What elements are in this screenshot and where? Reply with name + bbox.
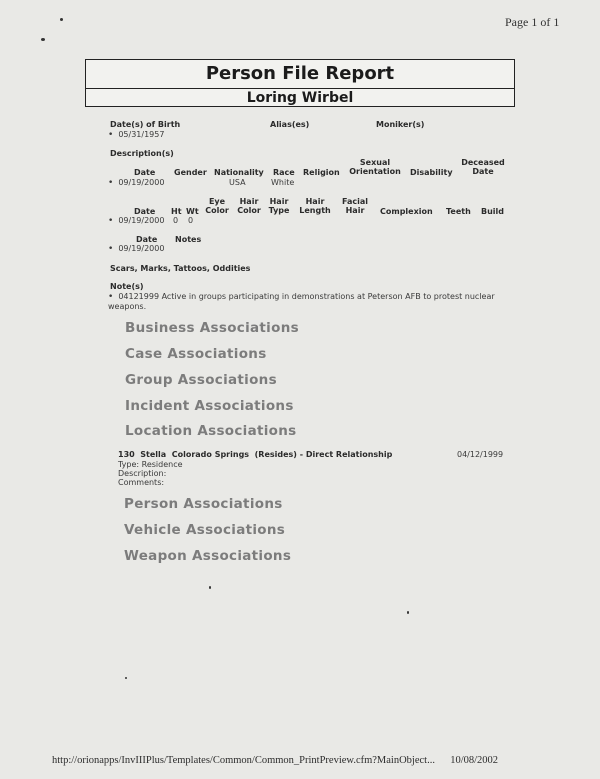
desc1-nationality-header: Nationality [214, 168, 264, 177]
dob-value: • 05/31/1957 [108, 130, 164, 140]
aliases-label: Alias(es) [270, 120, 310, 129]
desc3-notes-header: Notes [175, 235, 202, 244]
report-title: Person File Report [86, 60, 514, 89]
location-entry-summary: 130 Stella Colorado Springs (Resides) - Direct Relationship [118, 450, 393, 459]
scan-speck [60, 18, 63, 21]
desc2-eye-color-header: Eye Color [205, 197, 229, 215]
desc2-facial-hair-header: Facial Hair [341, 197, 369, 215]
desc2-date-header: Date [134, 207, 156, 216]
desc2-hair-color-header: Hair Color [237, 197, 261, 215]
monikers-label: Moniker(s) [376, 120, 425, 129]
location-entry-comments: Comments: [118, 478, 165, 487]
desc2-wt-value: 0 [188, 216, 194, 225]
desc2-hair-type-header: Hair Type [268, 197, 290, 215]
desc3-date-header: Date [136, 235, 158, 244]
weapon-associations-heading: Weapon Associations [124, 548, 292, 564]
page-number: Page 1 of 1 [505, 15, 560, 29]
scan-speck [125, 677, 127, 679]
desc2-date-value: • 09/19/2000 [108, 216, 164, 226]
footer-date: 10/08/2002 [450, 755, 499, 766]
scan-speck [407, 611, 409, 614]
location-entry-date: 04/12/1999 [457, 450, 504, 459]
desc1-disability-header: Disability [410, 168, 453, 177]
dob-label: Date(s) of Birth [110, 120, 181, 129]
business-associations-heading: Business Associations [125, 320, 299, 336]
desc1-race-header: Race [273, 168, 295, 177]
scan-speck [209, 586, 211, 589]
desc2-complexion-header: Complexion [380, 207, 433, 216]
desc1-gender-header: Gender [174, 168, 207, 177]
desc2-hair-length-header: Hair Length [299, 197, 331, 215]
descriptions-label: Description(s) [110, 149, 174, 158]
footer-url: http://orionapps/InvIIIPlus/Templates/Common/Common_PrintPreview.cfm?MainObject... [52, 755, 435, 766]
location-entry-description: Description: [118, 469, 167, 478]
print-footer [52, 755, 498, 766]
incident-associations-heading: Incident Associations [125, 398, 294, 414]
notes-label: Note(s) [110, 282, 144, 291]
person-associations-heading: Person Associations [124, 496, 283, 512]
desc1-sexual-orientation-header: Sexual Orientation [349, 158, 401, 176]
desc1-nationality-value: USA [229, 178, 246, 187]
desc2-wt-header: Wt [186, 207, 199, 216]
desc2-ht-header: Ht [171, 207, 182, 216]
group-associations-heading: Group Associations [125, 372, 277, 388]
location-entry-type: Type: Residence [118, 460, 183, 469]
desc2-build-header: Build [481, 207, 505, 216]
desc1-race-value: White [271, 178, 295, 187]
desc1-date-value: • 09/19/2000 [108, 178, 164, 188]
scan-speck [41, 38, 45, 41]
desc2-ht-value: 0 [173, 216, 179, 225]
desc1-religion-header: Religion [303, 168, 340, 177]
scars-label: Scars, Marks, Tattoos, Oddities [110, 264, 251, 273]
case-associations-heading: Case Associations [125, 346, 267, 362]
note-item: • 04121999 Active in groups participating in demonstrations at Peterson AFB to protest nuclear weapons. [108, 292, 508, 312]
desc2-teeth-header: Teeth [446, 207, 471, 216]
desc3-date-value: • 09/19/2000 [108, 244, 164, 254]
vehicle-associations-heading: Vehicle Associations [124, 522, 286, 538]
location-associations-heading: Location Associations [125, 423, 297, 439]
desc1-deceased-date-header: Deceased Date [461, 158, 505, 176]
report-header [85, 59, 515, 107]
person-name: Loring Wirbel [246, 90, 354, 106]
desc1-date-header: Date [134, 168, 156, 177]
